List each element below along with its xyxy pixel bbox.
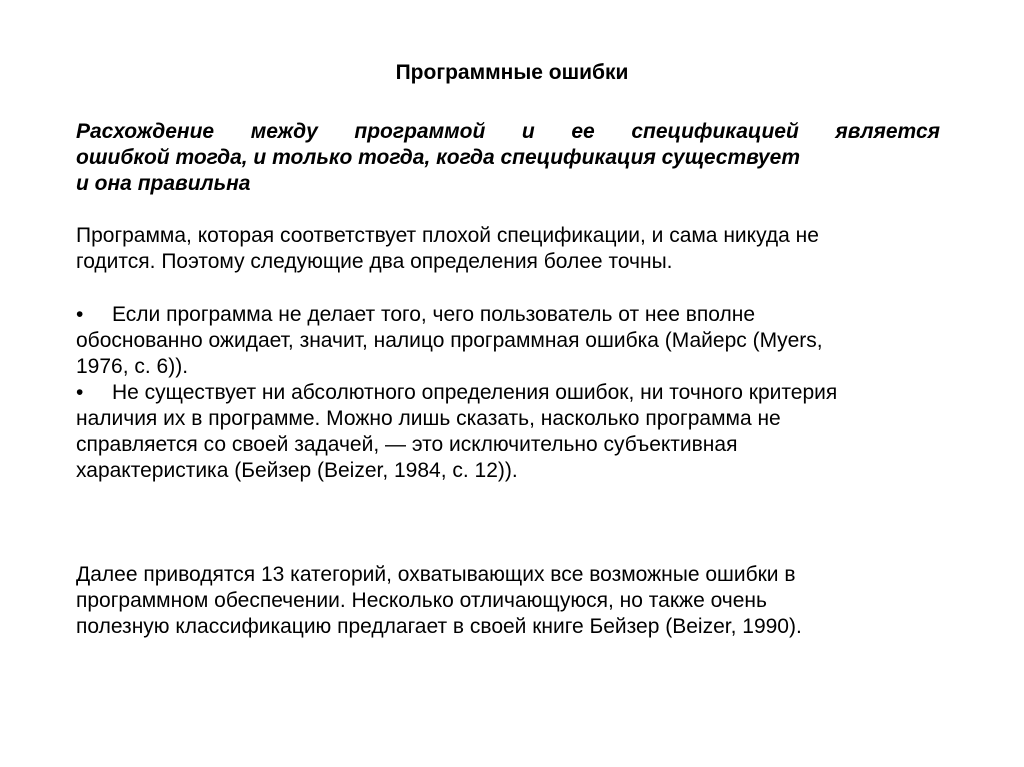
bullet-line: наличия их в программе. Можно лишь сказать, насколько программа не — [76, 407, 781, 430]
bullet-icon: • — [76, 303, 84, 326]
slide-title: Программные ошибки — [395, 61, 629, 84]
bullet-text: Если программа не делает того, чего пользователь от нее вполне — [112, 303, 756, 326]
bullet-line — [76, 380, 940, 406]
bullet-line: 1976, c. 6)). — [76, 355, 189, 378]
spacer — [76, 275, 940, 302]
bullet-line: справляется со своей задачей, — это исключительно субъективная — [76, 433, 738, 456]
paragraph-line: полезную классификацию предлагает в своей книге Бейзер (Beizer, 1990). — [76, 615, 802, 638]
bullet-line: характеристика (Бейзер (Beizer, 1984, c. 12)). — [76, 459, 518, 482]
thesis-line-1: Расхождение между программой и ее спецификацией является — [76, 120, 940, 143]
paragraph-line: программном обеспечении. Несколько отличающуюся, но также очень — [76, 589, 767, 612]
bullet-text: Не существует ни абсолютного определения ошибок, ни точного критерия — [112, 381, 838, 404]
slide-content — [76, 119, 940, 640]
bullet-item-beizer — [76, 380, 940, 484]
paragraph-line: годится. Поэтому следующие два определения более точны. — [76, 250, 673, 273]
spacer — [76, 197, 940, 223]
spacer — [76, 484, 940, 562]
thesis-line-3: и она правильна — [76, 172, 251, 195]
bullet-item-myers — [76, 302, 940, 380]
bullet-line: обоснованно ожидает, значит, налицо программная ошибка (Майерс (Myers, — [76, 329, 823, 352]
bullet-icon: • — [76, 381, 84, 404]
bullet-line — [76, 302, 940, 328]
thesis-line-2: ошибкой тогда, и только тогда, когда спецификация существует — [76, 146, 801, 169]
paragraph-bad-spec — [76, 223, 940, 275]
thesis-statement — [76, 119, 940, 197]
paragraph-categories — [76, 562, 940, 640]
paragraph-line: Далее приводятся 13 категорий, охватывающих все возможные ошибки в — [76, 563, 796, 586]
paragraph-line: Программа, которая соответствует плохой спецификации, и сама никуда не — [76, 224, 819, 247]
